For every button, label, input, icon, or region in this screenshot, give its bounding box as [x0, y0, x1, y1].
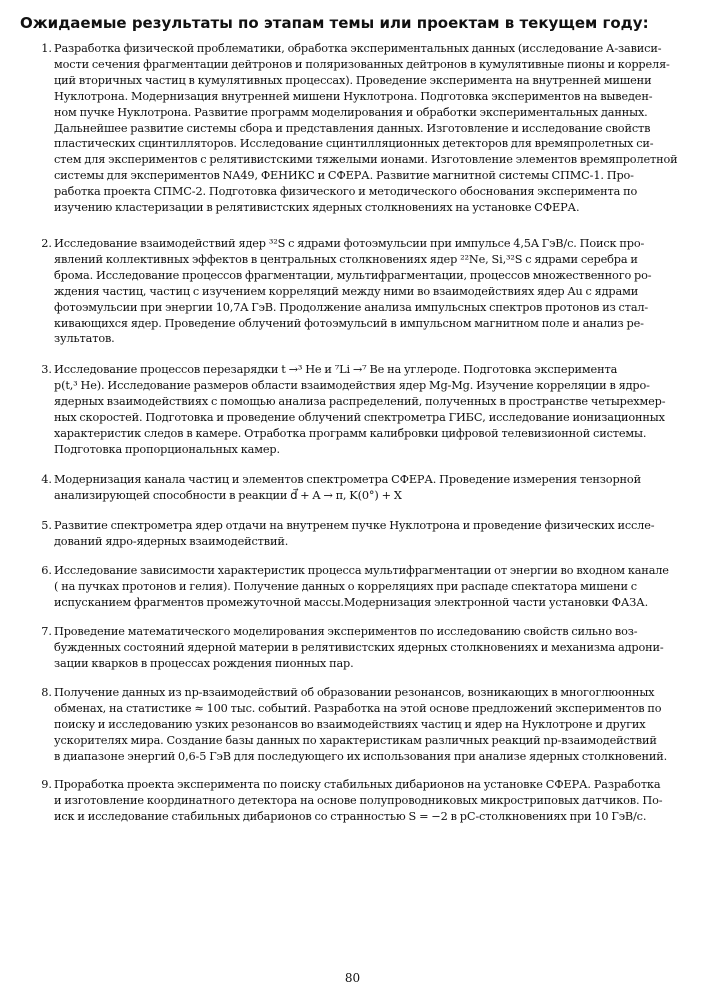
item-text	[54, 236, 705, 347]
item-number: 1.	[41, 42, 52, 55]
text-line: Развитие спектрометра ядер отдачи на внутренем пучке Нуклотрона и проведение физических иссле-	[54, 519, 655, 532]
item-text	[54, 563, 705, 611]
text-line: зации кварков в процессах рождения пионных пар.	[54, 656, 354, 670]
text-line: ( на пучках протонов и гелия). Получение данных о корреляциях при распаде спектатора мишени с	[54, 579, 637, 593]
item-text	[54, 472, 705, 504]
item-number: 5.	[41, 519, 52, 532]
item-number: 6.	[41, 564, 52, 577]
item-text	[54, 41, 705, 216]
text-line: Исследование взаимодействий ядер ³²S с ядрами фотоэмульсии при импульсе 4,5A ГэВ/c. Поиск про-	[54, 237, 645, 250]
text-line: ных скоростей. Подготовка и проведение облучений спектрометра ГИБС, исследование ионизационных	[54, 410, 665, 424]
text-line: явлений коллективных эффектов в центральных столкновениях ядер ²²Ne, Si,³²S с ядрами серебра и	[54, 252, 638, 266]
item-text	[54, 518, 705, 550]
text-line: изучению кластеризации в релятивистских ядерных столкновениях на установке СФЕРА.	[54, 201, 580, 215]
text-line: кивающихся ядер. Проведение облучений фотоэмульсий в импульсном магнитном поле и анализ ре-	[54, 316, 644, 330]
text-line: мости сечения фрагментации дейтронов и поляризованных дейтронов в кумулятивные пионы и корреля-	[54, 57, 670, 71]
section-heading: Ожидаемые результаты по этапам темы или проектам в текущем году:	[20, 14, 649, 32]
item-text	[54, 685, 705, 765]
text-line: Нуклотрона. Модернизация внутренней мишени Нуклотрона. Подготовка экспериментов на выведен-	[54, 89, 653, 103]
text-line: Разработка физической проблематики, обработка экспериментальных данных (исследование А-зависи-	[54, 42, 662, 55]
item-text	[54, 777, 705, 825]
text-line: в диапазоне энергий 0,6-5 ГэВ для последующего их использования при анализе ядерных столкновений.	[54, 749, 668, 763]
text-line: Проведение математического моделирования экспериментов по исследованию свойств сильно воз-	[54, 625, 638, 638]
text-line: характеристик следов в камере. Отработка программ калибровки цифровой телевизионной системы.	[54, 426, 647, 440]
item-text	[54, 362, 705, 457]
text-line: испусканием фрагментов промежуточной массы.Модернизация электронной части установки ФАЗА.	[54, 595, 649, 609]
text-line: и изготовление координатного детектора на основе полупроводниковых микростриповых датчиков. По-	[54, 793, 663, 807]
text-line: ном пучке Нуклотрона. Развитие программ моделирования и обработки экспериментальных данных.	[54, 105, 648, 119]
item-number: 2.	[41, 237, 52, 250]
text-line: бужденных состояний ядерной материи в релятивистских ядерных столкновениях и механизма адрони-	[54, 640, 664, 654]
item-number: 7.	[41, 625, 52, 638]
text-line: Исследование зависимости характеристик процесса мультифрагментации от энергии во входном канале	[54, 564, 669, 577]
text-line: Получение данных из np-взаимодействий об образовании резонансов, возникающих в многоглюонных	[54, 686, 655, 699]
text-line: ций вторичных частиц в кумулятивных процессах). Проведение эксперимента на внутренней мишени	[54, 73, 652, 87]
page-number: 80	[344, 971, 361, 985]
text-line: Дальнейшее развитие системы сбора и представления данных. Изготовление и исследование свойств	[54, 121, 651, 135]
item-number: 8.	[41, 686, 52, 699]
item-number: 3.	[41, 363, 52, 376]
text-line: фотоэмульсии при энергии 10,7A ГэВ. Продолжение анализа импульсных спектров протонов из стал-	[54, 300, 649, 314]
text-line: Проработка проекта эксперимента по поиску стабильных дибарионов на установке СФЕРА. Разработка	[54, 778, 661, 791]
text-line: поиску и исследованию узких резонансов во взаимодействиях частиц и ядер на Нуклотроне и других	[54, 717, 646, 731]
text-line: p(t,³ He). Исследование размеров области взаимодействия ядер Mg-Mg. Изучение корреляции в ядро-	[54, 378, 650, 392]
item-number: 4.	[41, 473, 52, 486]
text-line: Исследование процессов перезарядки t →³ He и ⁷Li →⁷ Be на углероде. Подготовка эксперимента	[54, 363, 618, 376]
item-text	[54, 624, 705, 672]
text-line: системы для экспериментов NA49, ФЕНИКС и СФЕРА. Развитие магнитной системы СПМС-1. Про-	[54, 169, 634, 183]
text-line: обменах, на статистике ≈ 100 тыс. событий. Разработка на этой основе предложений экспериментов по	[54, 701, 662, 715]
text-line: стем для экспериментов с релятивистскими тяжелыми ионами. Изготовление элементов времяпролетной	[54, 153, 678, 167]
text-line: ждения частиц, частиц с изучением корреляций между ними во взаимодействиях ядер Au с ядрами	[54, 284, 639, 298]
text-line: пластических сцинтилляторов. Исследование сцинтилляционных детекторов для времяпролетных си-	[54, 137, 654, 151]
text-line: работка проекта СПМС-2. Подготовка физического и методического обоснования эксперимента по	[54, 185, 638, 199]
text-line: брома. Исследование процессов фрагментации, мультифрагментации, процессов множественного ро-	[54, 268, 652, 282]
text-line: ускорителях мира. Создание базы данных по характеристикам различных реакций np-взаимодействий	[54, 733, 657, 747]
text-line: дований ядро-ядерных взаимодействий.	[54, 534, 289, 548]
text-line: зультатов.	[54, 332, 115, 346]
text-line: анализирующей способности в реакции d⃗ + A → π, K(0°) + X	[54, 488, 402, 502]
text-line: Подготовка пропорциональных камер.	[54, 442, 280, 456]
text-line: иск и исследование стабильных дибарионов со странностью S = −2 в pC-столкновениях при 10 ГэВ/c.	[54, 809, 647, 823]
item-number: 9.	[41, 778, 52, 791]
text-line: ядерных взаимодействиях с помощью анализа распределений, полученных в пространстве четырехмер-	[54, 394, 666, 408]
text-line: Модернизация канала частиц и элементов спектрометра СФЕРА. Проведение измерения тензорной	[54, 473, 641, 486]
